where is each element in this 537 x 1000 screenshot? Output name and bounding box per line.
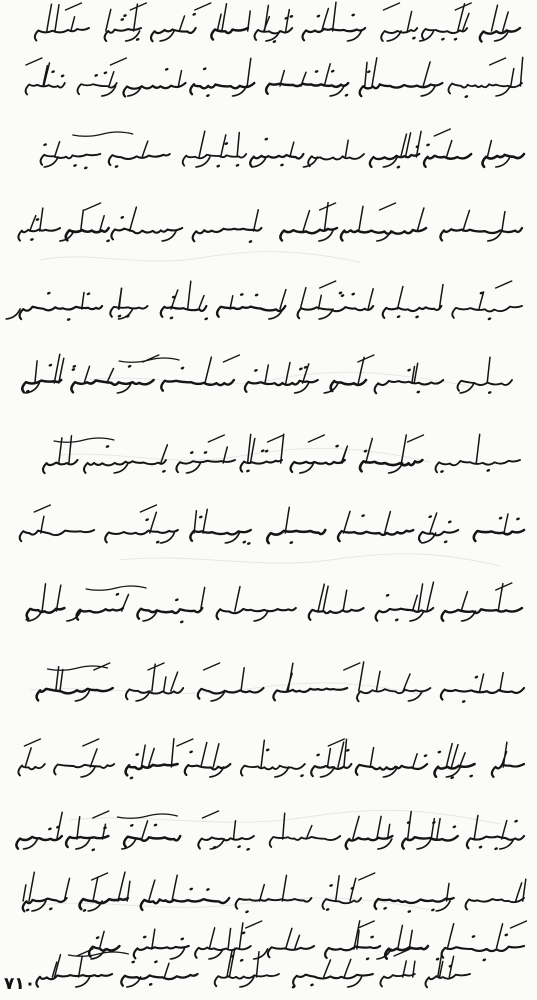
handwritten-line (41, 129, 524, 170)
handwritten-line (23, 872, 526, 914)
handwritten-line (89, 921, 526, 962)
page-number: ۷۱۰ (4, 974, 36, 994)
handwritten-line (26, 57, 523, 98)
handwritten-line (18, 739, 524, 780)
handwritten-line (16, 811, 524, 852)
handwritten-line (25, 582, 522, 624)
handwritten-line (37, 662, 524, 703)
handwritten-line (22, 354, 512, 394)
handwritten-line (18, 203, 522, 244)
handwritten-line (6, 281, 522, 321)
handwritten-line (43, 434, 520, 473)
handwritten-line (35, 2, 520, 43)
handwritten-line (20, 505, 524, 545)
